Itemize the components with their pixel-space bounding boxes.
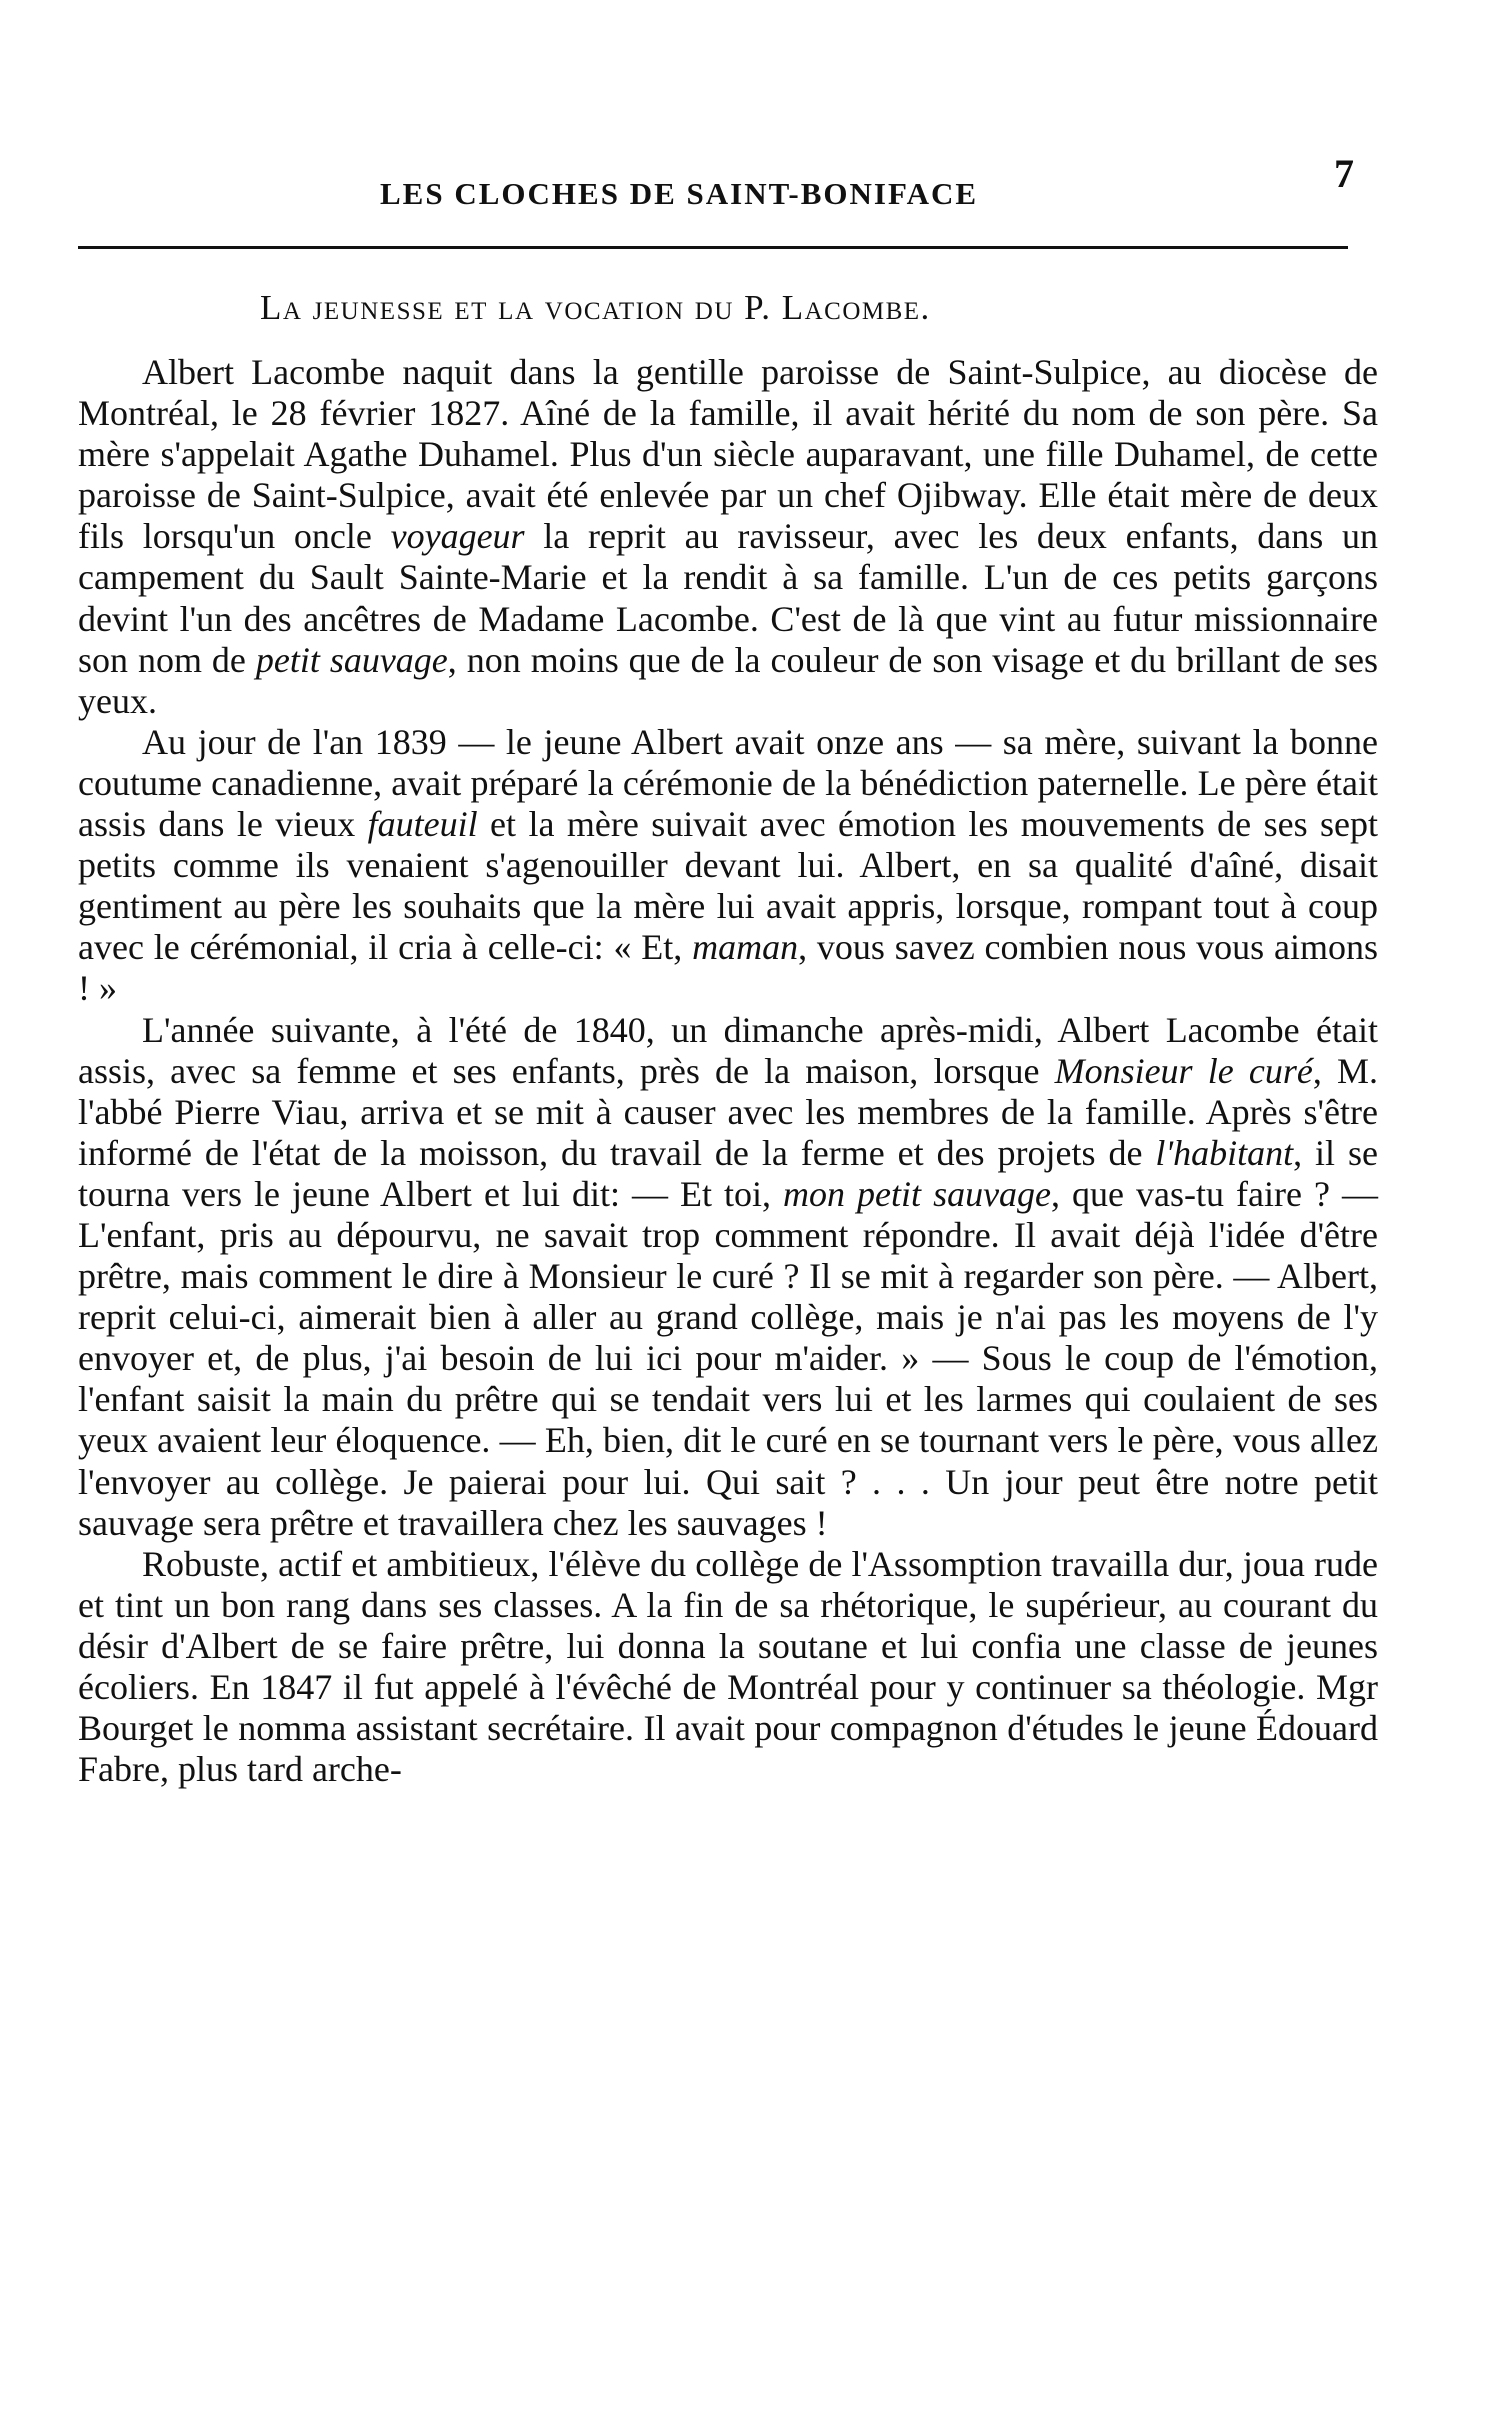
text-span: , vous savez combien nous vous aimons ! » bbox=[78, 927, 1378, 1009]
paragraph-3 bbox=[78, 1010, 1378, 1544]
italic-span: fauteuil bbox=[367, 804, 478, 845]
running-title: LES CLOCHES DE SAINT-BONIFACE bbox=[380, 176, 979, 211]
text-span: Robuste, actif et ambitieux, l'élève du collège de l'Assomption travailla dur, joua rude et tint un bon rang dans ses classes. A la fin de sa rhétorique, le supérieur, au courant du désir d'Albert de se faire prêtre, lui donna la soutane et lui confia une classe de jeunes écoliers. En 1847 il fut appelé à l'évêché de Montréal pour y continuer sa théologie. Mgr Bourget le nomma assistant secrétaire. Il avait pour compagnon d'études le jeune Édouard Fabre, plus tard arche- bbox=[78, 1543, 1378, 1790]
paragraph-1 bbox=[78, 352, 1378, 722]
text-span: L'année suivante, à l'été de 1840, un dimanche après-midi, Albert Lacombe était assis, avec sa femme et ses enfants, près de la maison, lorsque bbox=[78, 1009, 1378, 1091]
text-span: , non moins que de la couleur de son visage et du brillant de ses yeux. bbox=[78, 639, 1379, 721]
italic-span: petit sauvage bbox=[255, 639, 448, 680]
paragraph-2 bbox=[78, 722, 1378, 1010]
italic-span: mon petit sauvage bbox=[783, 1173, 1052, 1214]
text-span: , il se tourna vers le jeune Albert et lui dit: — Et toi, bbox=[78, 1132, 1378, 1214]
section-title: La jeunesse et la vocation du P. Lacombe. bbox=[260, 288, 931, 327]
italic-span: Monsieur le curé bbox=[1054, 1050, 1313, 1091]
text-span: , M. l'abbé Pierre Viau, arriva et se mit à causer avec les membres de la famille. Après s'être informé de l'état de la moisson, du travail de la ferme et des projets de bbox=[78, 1050, 1378, 1173]
text-span: et la mère suivait avec émotion les mouvements de ses sept petits comme ils venaient s'agenouiller devant lui. Albert, en sa qualité d'aîné, disait gentiment au père les souhaits que la mère lui avait appris, lorsque, rompant tout à coup avec le cérémonial, il cria à celle-ci: « Et, bbox=[78, 804, 1378, 968]
header-rule bbox=[78, 246, 1348, 249]
page-number: 7 bbox=[1334, 151, 1354, 196]
italic-span: maman bbox=[692, 927, 799, 968]
text-span: la reprit au ravisseur, avec les deux enfants, dans un campement du Sault Sainte-Marie et la rendit à sa famille. L'un de ces petits garçons devint l'un des ancêtres de Madame Lacombe. C'est de là que vint au futur missionnaire son nom de bbox=[78, 516, 1379, 680]
text-span: Au jour de l'an 1839 — le jeune Albert avait onze ans — sa mère, suivant la bonne coutume canadienne, avait préparé la cérémonie de la bénédiction paternelle. Le père était assis dans le vieux bbox=[78, 721, 1378, 845]
text-span: Albert Lacombe naquit dans la gentille paroisse de Saint-Sulpice, au diocèse de Montréal, le 28 février 1827. Aîné de la famille, il avait hérité du nom de son père. Sa mère s'appelait Agathe Duhamel. Plus d'un siècle auparavant, une fille Duhamel, de cette paroisse de Saint-Sulpice, avait été enlevée par un chef Ojibway. Elle était mère de deux fils lorsqu'un oncle bbox=[78, 352, 1378, 557]
italic-span: voyageur bbox=[390, 516, 525, 557]
paragraph-4 bbox=[78, 1544, 1378, 1791]
text-span: , que vas-tu faire ? — L'enfant, pris au dépourvu, ne savait trop comment répondre. Il avait déjà l'idée d'être prêtre, mais comment le dire à Monsieur le curé ? Il se mit à regarder son père. — Albert, reprit celui-ci, aimerait bien à aller au grand collège, mais je n'ai pas les moyens de l'y envoyer et, de plus, j'ai besoin de lui ici pour m'aider. » — Sous le coup de l'émotion, l'enfant saisit la main du prêtre qui se tendait vers lui et les larmes qui coulaient de ses yeux avaient leur éloquence. — Eh, bien, dit le curé en se tournant vers le père, vous allez l'envoyer au collège. Je paierai pour lui. Qui sait ? . . . Un jour peut être notre petit sauvage sera prêtre et travaillera chez les sauvages ! bbox=[78, 1173, 1378, 1543]
italic-span: l'habitant bbox=[1155, 1132, 1294, 1173]
body-text bbox=[78, 352, 1378, 1790]
